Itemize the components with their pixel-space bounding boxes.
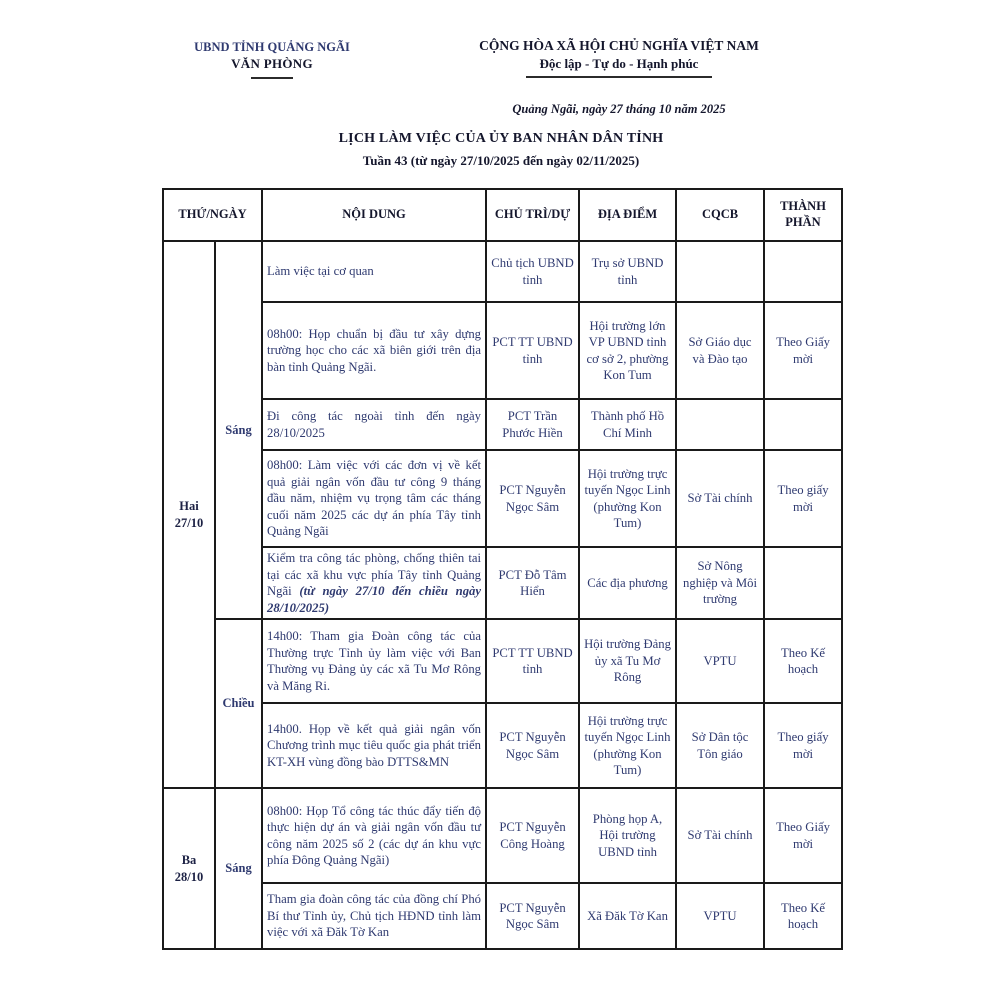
table-header-row (163, 189, 842, 241)
day-cell-mon (163, 241, 215, 788)
cell-thanh-phan: Theo giấy mời (764, 703, 842, 788)
cell-chu-tri: PCT Nguyễn Công Hoàng (486, 788, 579, 883)
header-chu-tri: CHỦ TRÌ/DỰ (486, 189, 579, 241)
document-title: LỊCH LÀM VIỆC CỦA ỦY BAN NHÂN DÂN TỈNH (338, 131, 664, 146)
cell-dia-diem: Hội trường trực tuyến Ngọc Linh (phường Kon Tum) (579, 703, 676, 788)
schedule-table (162, 188, 843, 950)
cell-cqcb (676, 399, 764, 450)
table-row (163, 399, 842, 450)
cell-cqcb: Sở Dân tộc Tôn giáo (676, 703, 764, 788)
cell-noi-dung: Tham gia đoàn công tác của đồng chí Phó Bí thư Tỉnh ủy, Chủ tịch HĐND tỉnh làm việc với xã Đăk Tờ Kan (262, 883, 486, 949)
session-cell-morning: Sáng (215, 241, 262, 619)
day-cell-tue (163, 788, 215, 949)
cell-dia-diem: Trụ sở UBND tỉnh (579, 241, 676, 302)
noi-dung-italic-note: (từ ngày 27/10 đến chiều ngày 28/10/2025) (267, 584, 482, 615)
table-row (163, 703, 842, 788)
issuing-org-block (172, 40, 372, 79)
header-thu-ngay: THỨ/NGÀY (163, 189, 262, 241)
cell-thanh-phan (764, 241, 842, 302)
cell-chu-tri: PCT Nguyễn Ngọc Sâm (486, 703, 579, 788)
table-row (163, 450, 842, 547)
header-thanh-phan: THÀNH PHẦN (764, 189, 842, 241)
motto-divider-rule (526, 76, 712, 78)
cell-thanh-phan: Theo Kế hoạch (764, 619, 842, 703)
cell-chu-tri: PCT TT UBND tỉnh (486, 619, 579, 703)
org-divider-rule (251, 77, 293, 79)
cell-noi-dung: 14h00: Tham gia Đoàn công tác của Thường trực Tỉnh ủy làm việc với Ban Thường vụ Đảng ủy các xã Tu Mơ Rông và Măng Ri. (262, 619, 486, 703)
table-row (163, 547, 842, 619)
issuing-office-name: VĂN PHÒNG (231, 56, 313, 71)
cell-chu-tri: PCT Nguyễn Ngọc Sâm (486, 450, 579, 547)
table-row (163, 788, 842, 883)
cell-thanh-phan (764, 547, 842, 619)
national-motto-line1: CỘNG HÒA XÃ HỘI CHỦ NGHĨA VIỆT NAM (479, 38, 759, 53)
cell-cqcb: Sở Giáo dục và Đào tạo (676, 302, 764, 399)
cell-thanh-phan (764, 399, 842, 450)
cell-cqcb: Sở Nông nghiệp và Môi trường (676, 547, 764, 619)
cell-cqcb: Sở Tài chính (676, 450, 764, 547)
session-cell-afternoon: Chiều (215, 619, 262, 788)
cell-noi-dung: 14h00. Họp về kết quả giải ngân vốn Chương trình mục tiêu quốc gia phát triển KT-XH vùng đồng bào DTTS&MN (262, 703, 486, 788)
document-title-block (160, 131, 842, 169)
cell-dia-diem: Phòng họp A, Hội trường UBND tỉnh (579, 788, 676, 883)
cell-cqcb: VPTU (676, 883, 764, 949)
table-row (163, 883, 842, 949)
cell-cqcb (676, 241, 764, 302)
cell-chu-tri: PCT Nguyễn Ngọc Sâm (486, 883, 579, 949)
cell-thanh-phan: Theo Giấy mời (764, 788, 842, 883)
table-row (163, 619, 842, 703)
cell-dia-diem: Hội trường lớn VP UBND tỉnh cơ sở 2, phường Kon Tum (579, 302, 676, 399)
cell-chu-tri: PCT Trần Phước Hiền (486, 399, 579, 450)
cell-chu-tri: PCT Đỗ Tâm Hiển (486, 547, 579, 619)
cell-dia-diem: Thành phố Hồ Chí Minh (579, 399, 676, 450)
cell-thanh-phan: Theo giấy mời (764, 450, 842, 547)
national-header-block (448, 38, 790, 117)
cell-chu-tri: Chủ tịch UBND tỉnh (486, 241, 579, 302)
header-dia-diem: ĐỊA ĐIỂM (579, 189, 676, 241)
table-row (163, 241, 842, 302)
header-noi-dung: NỘI DUNG (262, 189, 486, 241)
cell-noi-dung: Làm việc tại cơ quan (262, 241, 486, 302)
cell-dia-diem: Các địa phương (579, 547, 676, 619)
national-motto-line2: Độc lập - Tự do - Hạnh phúc (539, 56, 699, 71)
cell-thanh-phan: Theo Kế hoạch (764, 883, 842, 949)
cell-noi-dung: 08h00: Họp Tổ công tác thúc đẩy tiến độ thực hiện dự án và giải ngân vốn đầu tư công năm 2025 số 2 (các dự án khu vực phía Đông Quảng Ngãi) (262, 788, 486, 883)
header-cqcb: CQCB (676, 189, 764, 241)
cell-noi-dung: Kiểm tra công tác phòng, chống thiên tai tại các xã khu vực phía Tây tỉnh Quảng Ngãi (từ ngày 27/10 đến chiều ngày 28/10/2025) (262, 547, 486, 619)
day-name: Ba (181, 853, 197, 868)
cell-noi-dung: 08h00: Làm việc với các đơn vị về kết quả giải ngân vốn đầu tư công 9 tháng đầu năm, nhiệm vụ trọng tâm các tháng cuối năm 2025 các dự án phía Tây tỉnh Quảng Ngãi (262, 450, 486, 547)
day-name: Hai (179, 499, 199, 514)
cell-noi-dung: 08h00: Họp chuẩn bị đầu tư xây dựng trường học cho các xã biên giới trên địa bàn tỉnh Quảng Ngãi. (262, 302, 486, 399)
cell-dia-diem: Hội trường Đảng ủy xã Tu Mơ Rông (579, 619, 676, 703)
cell-noi-dung: Đi công tác ngoài tỉnh đến ngày 28/10/2025 (262, 399, 486, 450)
cell-chu-tri: PCT TT UBND tỉnh (486, 302, 579, 399)
cell-cqcb: Sở Tài chính (676, 788, 764, 883)
cell-cqcb: VPTU (676, 619, 764, 703)
document-subtitle: Tuần 43 (từ ngày 27/10/2025 đến ngày 02/11/2025) (362, 153, 640, 168)
cell-dia-diem: Xã Đăk Tờ Kan (579, 883, 676, 949)
issuing-org-name: UBND TỈNH QUẢNG NGÃI (194, 40, 350, 54)
day-date: 27/10 (174, 515, 204, 530)
cell-thanh-phan: Theo Giấy mời (764, 302, 842, 399)
session-cell-morning: Sáng (215, 788, 262, 949)
cell-dia-diem: Hội trường trực tuyến Ngọc Linh (phường Kon Tum) (579, 450, 676, 547)
place-dateline: Quảng Ngãi, ngày 27 tháng 10 năm 2025 (512, 102, 726, 116)
day-date: 28/10 (174, 869, 204, 884)
table-row (163, 302, 842, 399)
